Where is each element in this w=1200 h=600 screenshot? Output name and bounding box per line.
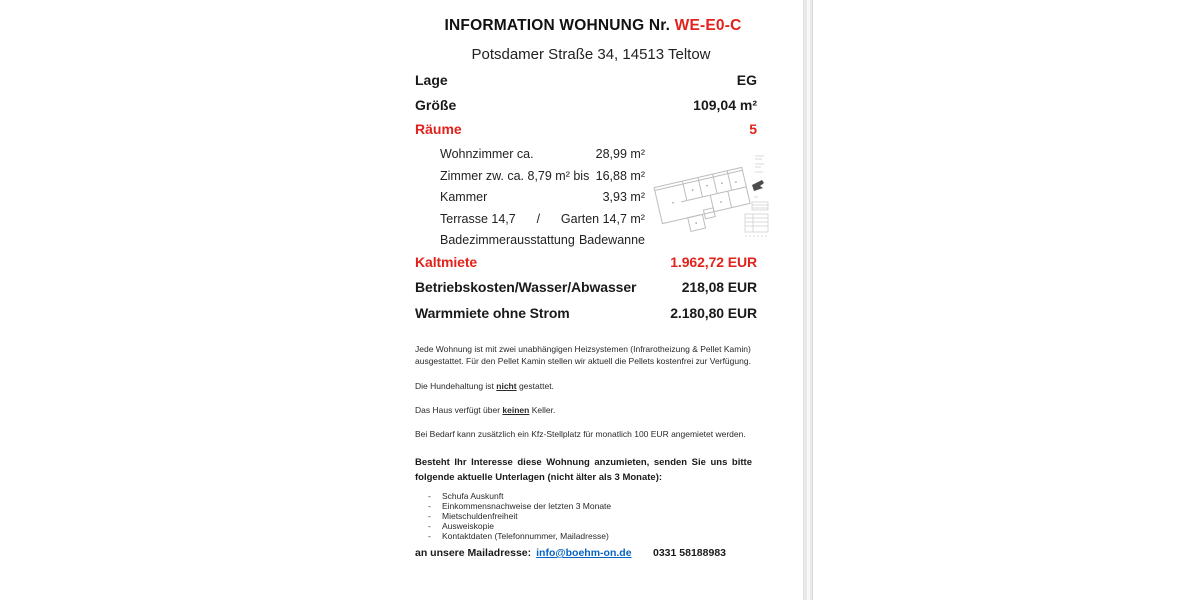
bullet-dash: -: [428, 521, 431, 531]
summary-value: 5: [749, 121, 757, 138]
room-detail-row: [440, 169, 645, 191]
cost-label: Warmmiete ohne Strom: [415, 304, 570, 321]
cost-table: [415, 254, 757, 330]
doc-title: [415, 17, 757, 35]
doc-title-prefix: INFORMATION WOHNUNG Nr.: [444, 17, 675, 34]
room-detail-value: 3,93 m²: [602, 190, 645, 204]
list-item: - Mietschuldenfreiheit: [428, 511, 518, 521]
summary-row-lage: [415, 72, 757, 97]
room-detail-value: 16,88 m²: [595, 168, 645, 183]
cost-value: 218,08 EUR: [681, 279, 757, 296]
note-heating: Jede Wohnung ist mit zwei unabhängigen Heizsystemen (Infrarotheizung & Pellet Kamin) ausgestattet. Für den Pellet Kamin stellen wir aktuell die Pellets kostenfrei zur Verfügung.: [415, 344, 751, 366]
summary-table: [415, 72, 757, 146]
list-item: - Einkommensnachweise der letzten 3 Monate: [428, 501, 612, 511]
page-edge-separator: [803, 0, 813, 600]
list-item: - Kontaktdaten (Telefonnummer, Mailadresse): [428, 531, 609, 541]
unit-number: WE-E0-C: [674, 17, 742, 34]
room-detail-label: Badezimmerausstattung: [440, 233, 575, 247]
room-detail-row: [440, 190, 645, 212]
email-link[interactable]: info@boehm-on.de: [536, 547, 632, 559]
room-detail-label: Kammer: [440, 190, 488, 204]
required-documents-list: [428, 491, 748, 541]
room-detail-row: [440, 233, 645, 255]
document-content: [415, 0, 757, 600]
contact-label: an unsere Mailadresse:: [415, 547, 532, 559]
summary-label: Räume: [415, 121, 462, 138]
summary-row-groesse: [415, 97, 757, 122]
cost-value: 2.180,80 EUR: [670, 304, 757, 321]
bullet-dash: -: [428, 491, 431, 501]
list-item: - Ausweiskopie: [428, 521, 494, 531]
summary-label: Größe: [415, 96, 457, 113]
north-arrow-mark: [752, 180, 764, 191]
room-detail-label: Wohnzimmer ca.: [440, 147, 534, 161]
room-detail-row: [440, 212, 645, 234]
floorplan-thumbnail: [650, 150, 770, 240]
bullet-dash: -: [428, 501, 431, 511]
contact-line: [415, 547, 757, 563]
room-detail-label: Zimmer zw. ca. 8,79 m² bis: [440, 168, 590, 183]
cost-row-warmmiete: [415, 305, 757, 330]
room-detail-value: Badewanne: [578, 233, 645, 247]
cost-label: Kaltmiete: [415, 254, 478, 270]
bullet-dash: -: [428, 531, 431, 541]
address-line: Potsdamer Straße 34, 14513 Teltow: [471, 46, 711, 63]
cost-value: 1.962,72 EUR: [670, 254, 757, 270]
bullet-dash: -: [428, 511, 431, 521]
room-detail-label: Terrasse 14,7: [440, 211, 516, 226]
note-dogs: Die Hundehaltung ist nicht gestattet.: [415, 381, 554, 391]
room-detail-value: 28,99 m²: [595, 147, 645, 161]
room-detail-row: [440, 147, 645, 169]
list-item: - Schufa Auskunft: [428, 491, 504, 501]
room-detail-separator: /: [536, 211, 541, 226]
cost-label: Betriebskosten/Wasser/Abwasser: [415, 279, 637, 296]
cost-row-kaltmiete: [415, 254, 757, 279]
room-detail-value: Garten 14,7 m²: [560, 211, 645, 226]
required-documents-intro: Besteht Ihr Interesse diese Wohnung anzumieten, senden Sie uns bitte folgende aktuelle Unterlagen (nicht älter als 3 Monate):: [415, 457, 752, 483]
room-details-table: [440, 147, 645, 255]
phone-number: 0331 58188983: [653, 547, 726, 559]
note-parking: Bei Bedarf kann zusätzlich ein Kfz-Stellplatz für monatlich 100 EUR angemietet werden.: [415, 429, 746, 439]
summary-label: Lage: [415, 72, 448, 88]
summary-row-raeume: [415, 121, 757, 146]
summary-value: 109,04 m²: [693, 96, 757, 113]
summary-value: EG: [736, 72, 757, 88]
note-cellar: Das Haus verfügt über keinen Keller.: [415, 405, 556, 415]
cost-row-betriebskosten: [415, 279, 757, 304]
